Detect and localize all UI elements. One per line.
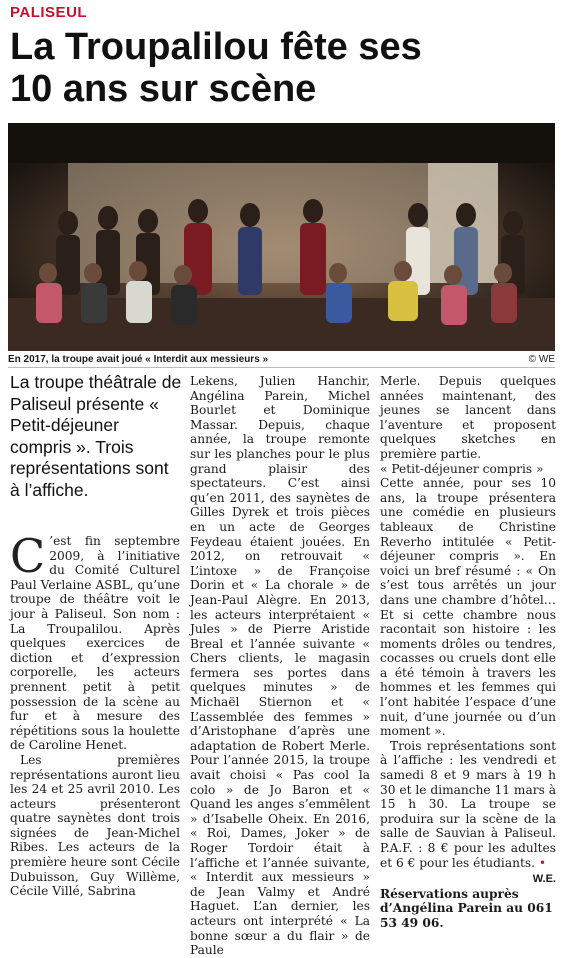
headline-line-1: La Troupalilou fête ses [10,26,422,68]
paragraph: Cette année, pour ses 10 ans, la troupe présentera une comédie en plusieurs tableaux de Christine Reverho intitulée « Petit-déjeuner compris ». En voici un bref résumé : « On s’est tous arrêtés un jour dans une chambre d’hôtel… Et si cette chambre nous racontait son histoire : les moments drôles ou tendres, cocasses ou cruels dont elle a été témoin à travers les hommes et les femmes qui l’ont habitée l’espace d’une nuit, d’une journée ou d’un moment ». [380,476,556,739]
article-photo [8,123,555,351]
paragraph [380,739,556,870]
paragraph-text: Trois représentations sont à l’affiche : les vendredi et samedi 8 et 9 mars à 19 h 30 et le dimanche 11 mars à 15 h 30. La troupe se produira sur la scène de la salle de Sauvian à Paliseul. P.A.F. : 8 € pour les adultes et 6 € pour les étudiants. [380,738,556,870]
section-kicker: PALISEUL [10,4,88,21]
paragraph [10,529,180,753]
author-signature: W.E. [532,873,556,886]
photo-caption: En 2017, la troupe avait joué « Interdit aux messieurs » [8,354,269,365]
subheading: « Petit-déjeuner compris » [380,461,544,476]
article-column-3 [380,374,556,931]
paragraph: Lekens, Julien Hanchir, Angélina Parein, Michel Bourlet et Dominique Massar. Depuis, chaque année, la troupe remonte sur les planches pour le plus grand plaisir des spectateurs. C’est ainsi qu’en 2011, des saynètes de Gilles Dyrek et trois pièces en un acte de Georges Feydeau étaient jouées. En 2012, on retrouvait « L’intoxe » de Françoise Dorin et « La chorale » de Jean-Paul Alègre. En 2013, les acteurs interprétaient « Jules » de Pierre Aristide Breal et l’année suivante « Chers clients, le magasin fermera ses portes dans quelques minutes » de Michaël Stiernon et « L’assemblée des femmes » d’Aristophane d’après une adaptation de Robert Merle. Pour l’année 2015, la troupe avait choisi « Pas cool la colo » de Jo Baron et « Quand les anges s’emmêlent » d’Isabelle Oheix. En 2016, « Roi, Dames, Joker » de Roger Tordoir était à l’affiche et l’année suivante, « Interdit aux messieurs » de Jean Valmy et André Haguet. L’an dernier, les acteurs ont interprété « La bonne sœur a du flair » de Paule [190,374,370,958]
paragraph-text: ’est fin septembre 2009, à l’initiative du Comité Culturel Paul Verlaine ASBL, qu’une troupe de théâtre voit le jour à Paliseul. Son nom : La Troupalilou. Après quelques exercices de diction et d’expression corporelle, les acteurs prennent petit à petit possession de la scène au fur et à mesure des répétitions sous la houlette de Caroline Henet. [10,534,180,753]
article-column-1 [10,529,180,899]
article-column-2 [190,374,370,958]
divider [8,367,555,368]
end-bullet: • [538,855,547,870]
drop-cap: C [10,529,46,583]
reservations-info: Réservations auprès d’Angélina Parein au 061 53 49 06. [380,886,553,930]
lead-paragraph: La troupe théâtrale de Paliseul présente « Petit-déjeuner compris ». Trois représentations sont à l’affiche. [10,372,182,500]
paragraph: Merle. Depuis quelques années maintenant, des jeunes se lancent dans l’aventure et proposent quelques sketches en première partie. [380,374,556,461]
paragraph: Les premières représentations auront lieu les 24 et 25 avril 2010. Les acteurs présenteront quatre saynètes dont trois signées de Jean-Michel Ribes. Les acteurs de la première heure sont Cécile Dubuisson, Guy Willème, Cécile Villé, Sabrina [10,752,180,899]
headline-line-2: 10 ans sur scène [10,68,317,110]
photo-credit: © WE [528,354,555,365]
stage-photo-illustration [8,123,555,351]
headline [10,26,555,110]
